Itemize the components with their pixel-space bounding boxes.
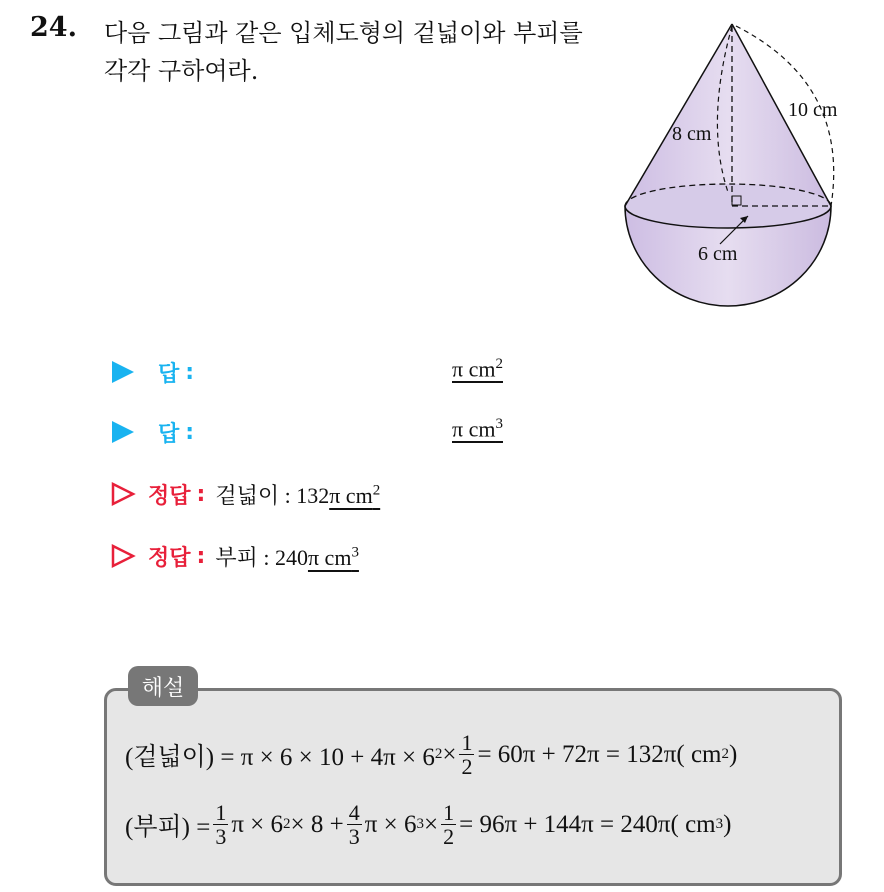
height-label: 8 cm [672,123,712,145]
answer-blank-row-2 [108,412,194,452]
correct-answer-row-1 [108,474,380,514]
explanation-line-surface: (겉넓이) = π × 6 × 10 + 4π × 6 2 × $\frac{1}{2}$ = 60π + 72π = 132π( cm 2 ) [125,730,738,780]
play-arrow-icon [108,357,138,387]
answer-colon: : [185,359,195,385]
answer-blank-1-unit: π $cm^2$ [452,356,503,382]
correct-answer-label: 정답 [148,545,191,571]
correct-answer-label: 정답 [148,483,191,509]
answer-blank-2-unit: π $cm^3$ [452,416,503,442]
outline-arrow-icon [108,541,138,571]
play-arrow-icon [108,417,138,447]
explanation-line-volume: (부피) = $\frac{1}{3}$ π × 6 2 × 8 + $\frac{4}{3}$ π × 6 3 × $\frac{1}{2}$ = 96π + 144π = 240π( cm 3 ) [125,800,732,850]
correct-answer-colon: : [196,543,206,569]
explanation-box [104,688,842,886]
fraction: $\frac{4}{3}$ [348,800,360,850]
answer-blank-row-1 [108,352,194,392]
solid-figure [610,14,866,314]
question-number: 24. [30,12,77,43]
fraction: $\frac{1}{2}$ [443,800,455,850]
answer-colon: : [185,419,195,445]
slant-label: 10 cm [788,99,838,121]
correct-answer-2: 부피 : 240π $cm^3$ [215,544,359,570]
fraction: $\frac{1}{3}$ [215,800,227,850]
explanation-tag: 해설 [128,666,198,706]
correct-answer-1: 겉넓이 : 132π $cm^2$ [215,482,381,508]
answer-label: 답 [158,361,180,387]
correct-answer-row-2 [108,536,359,576]
question-text: 다음 그림과 같은 입체도형의 겉넓이와 부피를 각각 구하여라. [104,19,583,85]
radius-label: 6 cm [698,243,738,265]
answer-label: 답 [158,421,180,447]
outline-arrow-icon [108,479,138,509]
fraction: $\frac{1}{2}$ [461,730,473,780]
correct-answer-colon: : [196,481,206,507]
